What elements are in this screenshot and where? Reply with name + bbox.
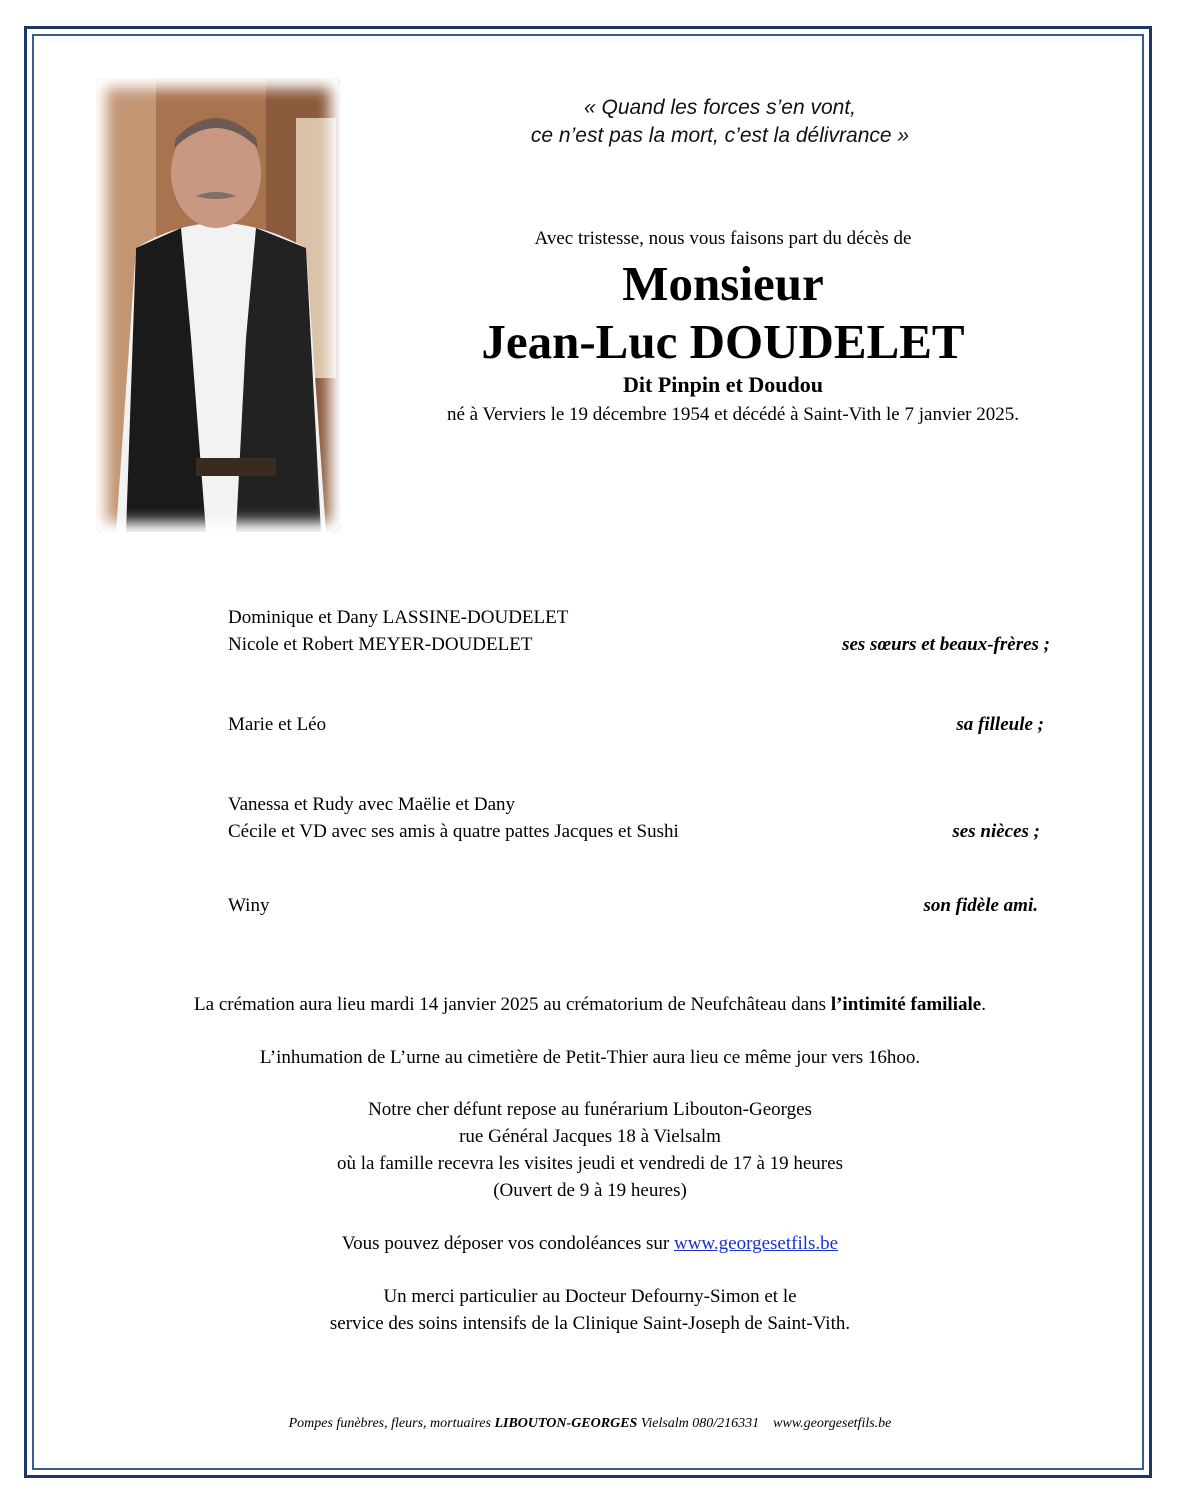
family-relation: ses sœurs et beaux-frères ; (842, 634, 1050, 655)
family-relation: sa filleule ; (956, 714, 1044, 735)
family-group-friend (228, 892, 1050, 919)
condolences-info (60, 1230, 1120, 1257)
family-name: Vanessa et Rudy avec Maëlie et Dany (228, 794, 516, 815)
cremation-text: La crémation aura lieu mardi 14 janvier 2025 au crématorium de Neufchâteau dans (194, 994, 831, 1015)
deceased-nickname: Dit Pinpin et Doudou (623, 372, 823, 397)
thanks-line-1: Un merci particulier au Docteur Defourny-Simon et le (383, 1286, 797, 1307)
family-name: Dominique et Dany LASSINE-DOUDELET (228, 607, 569, 628)
family-group-siblings (228, 604, 1050, 658)
inhumation-info (60, 1044, 1120, 1071)
cremation-info (60, 991, 1120, 1018)
footer-prefix: Pompes funèbres, fleurs, mortuaires (288, 1416, 495, 1431)
cremation-end: . (981, 994, 986, 1015)
portrait-photo (96, 78, 340, 532)
quote (380, 94, 1060, 150)
announcement-intro: Avec tristesse, nous vous faisons part du décès de (534, 228, 912, 249)
funerarium-line-1: Notre cher défunt repose au funérarium Libouton-Georges (368, 1099, 812, 1120)
funerarium-line-3: où la famille recevra les visites jeudi et vendredi de 17 à 19 heures (337, 1153, 843, 1174)
deceased-name: Jean-Luc DOUDELET (481, 314, 965, 369)
footer (60, 1416, 1120, 1432)
family-name: Winy (228, 895, 270, 916)
deceased-title: Monsieur (622, 256, 824, 311)
funerarium-line-4: (Ouvert de 9 à 19 heures) (493, 1180, 687, 1201)
family-name: Nicole et Robert MEYER-DOUDELET (228, 634, 533, 655)
family-relation: son fidèle ami. (923, 895, 1038, 916)
thanks-info (60, 1283, 1120, 1337)
footer-company: LIBOUTON-GEORGES (494, 1416, 638, 1431)
birth-death-dates: né à Verviers le 19 décembre 1954 et décédé à Saint-Vith le 7 janvier 2025. (447, 404, 1019, 425)
quote-line-2: ce n’est pas la mort, c’est la délivrance » (530, 124, 910, 147)
condolences-link[interactable]: www.georgesetfils.be (673, 1233, 839, 1254)
funerarium-line-2: rue Général Jacques 18 à Vielsalm (459, 1126, 721, 1147)
thanks-line-2: service des soins intensifs de la Clinique Saint-Joseph de Saint-Vith. (329, 1313, 851, 1334)
family-group-goddaughter (228, 711, 1050, 738)
family-relation: ses nièces ; (952, 821, 1040, 842)
quote-line-1: « Quand les forces s’en vont, (584, 96, 856, 119)
family-name: Marie et Léo (228, 714, 327, 735)
family-group-nieces (228, 791, 1050, 845)
cremation-emphasis: l’intimité familiale (830, 994, 982, 1015)
funerarium-info (60, 1096, 1120, 1204)
inhumation-text: L’inhumation de L’urne au cimetière de Petit-Thier aura lieu ce même jour vers 16hoo. (259, 1047, 921, 1068)
condolences-text: Vous pouvez déposer vos condoléances sur (341, 1233, 674, 1254)
family-name: Cécile et VD avec ses amis à quatre pattes Jacques et Sushi (228, 821, 679, 842)
footer-suffix: Vielsalm 080/216331 www.georgesetfils.be (637, 1416, 892, 1431)
